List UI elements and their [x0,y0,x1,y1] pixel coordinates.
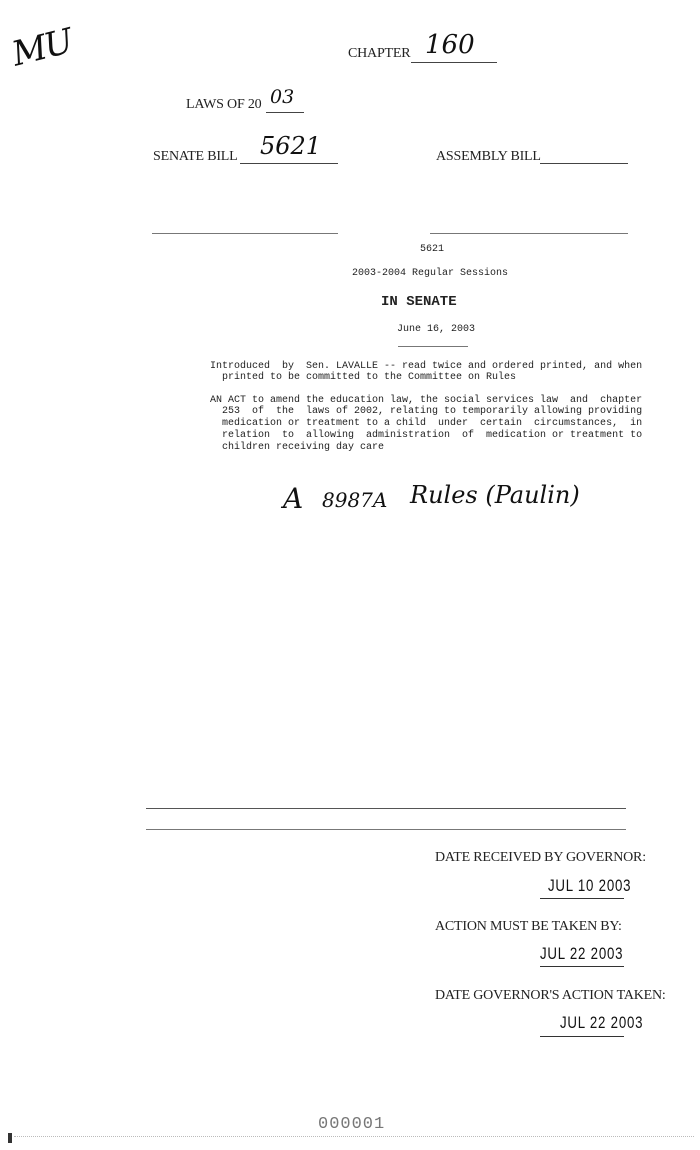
senate-bill-value: 5621 [260,132,322,160]
assembly-bill-label: ASSEMBLY BILL [436,149,541,164]
action-taken-underline [540,1036,624,1037]
senate-bill-field [240,132,338,164]
date-underline [398,346,468,347]
introduced-line-1: Introduced by Sen. LAVALLE -- read twice and ordered printed, and when [210,361,643,372]
act-line-2: 253 of the laws of 2002, relating to temporarily allowing providing [222,406,643,417]
assembly-bill-field [540,144,628,164]
scan-edge-mark [8,1133,12,1143]
act-line-4: relation to allowing administration of medication or treatment to [222,430,643,441]
laws-label: LAWS OF 20 [186,97,262,112]
introduced-line-2: printed to be committed to the Committee on Rules [222,372,517,383]
action-taken-stamp: JUL 22 2003 [560,1013,644,1032]
act-line-3: medication or treatment to a child under certain circumstances, in [222,418,643,429]
margin-note: MU [8,21,76,75]
laws-field [266,86,304,113]
handwritten-number: 8987A [322,488,388,512]
chapter-label: CHAPTER [348,46,411,61]
act-line-1: AN ACT to amend the education law, the social services law and chapter [210,395,643,406]
action-by-label: ACTION MUST BE TAKEN BY: [435,919,622,934]
received-label: DATE RECEIVED BY GOVERNOR: [435,850,646,865]
session-line: 2003-2004 Regular Sessions [352,268,509,279]
senate-bill-label: SENATE BILL [153,149,238,164]
scan-edge-line [14,1136,694,1137]
action-by-stamp: JUL 22 2003 [540,944,624,963]
separator-lower-2 [146,829,626,830]
page-number: 000001 [318,1115,386,1134]
house-title: IN SENATE [381,294,457,310]
received-stamp: JUL 10 2003 [548,876,632,895]
received-underline [540,898,624,899]
chapter-value: 160 [425,30,475,60]
handwritten-prefix: A [283,482,304,515]
bill-number: 5621 [420,244,445,255]
handwritten-committee: Rules (Paulin) [410,481,580,509]
action-taken-label: DATE GOVERNOR'S ACTION TAKEN: [435,988,666,1003]
separator-right [430,233,628,234]
separator-left [152,233,338,234]
laws-value: 03 [270,86,295,108]
separator-lower-1 [146,808,626,809]
act-line-5: children receiving day care [222,442,385,453]
bill-date: June 16, 2003 [397,324,476,335]
chapter-field [411,30,497,63]
action-by-underline [540,966,624,967]
